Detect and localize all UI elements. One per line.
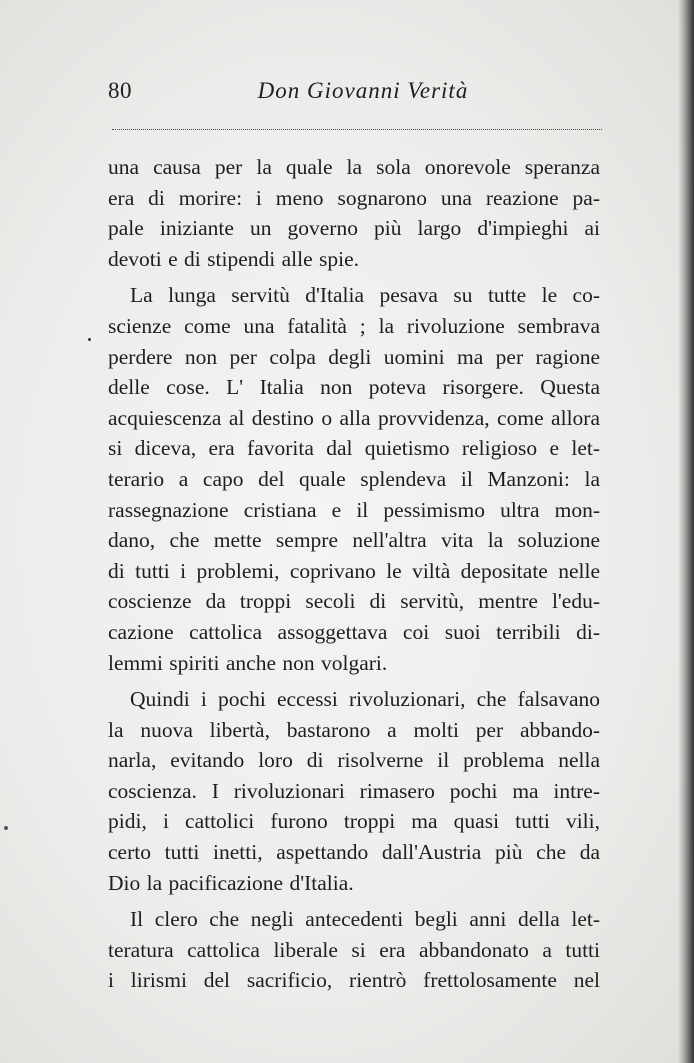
book-spine-shadow <box>678 0 694 1063</box>
text-line: i lirismi del sacrificio, rientrò frettolosamente nel <box>108 968 600 993</box>
text-line: dano, che mette sempre nell'altra vita la soluzione <box>108 528 600 553</box>
margin-speck <box>4 826 8 830</box>
text-line: perdere non per colpa degli uomini ma per ragione <box>108 344 600 369</box>
text-line: lemmi spiriti anche non volgari. <box>108 650 388 675</box>
running-title: Don Giovanni Verità <box>257 78 469 103</box>
text-line: era di morire: i meno sognarono una reazione pa- <box>108 185 600 210</box>
page-header <box>108 78 598 114</box>
text-line: una causa per la quale la sola onorevole speranza <box>108 155 600 179</box>
text-line: di tutti i problemi, coprivano le viltà depositate nelle <box>108 558 600 583</box>
text-line: pale iniziante un governo più largo d'impieghi ai <box>108 216 600 241</box>
text-line: acquiescenza al destino o alla provvidenza, come allora <box>108 405 600 430</box>
text-line: devoti e di stipendi alle spie. <box>108 246 360 271</box>
text-line: narla, evitando loro di risolverne il problema nella <box>108 748 600 773</box>
margin-dot <box>88 338 91 341</box>
text-line: cazione cattolica assoggettava coi suoi terribili di- <box>108 619 600 644</box>
text-line: Il clero che negli antecedenti begli anni della let- <box>130 907 600 932</box>
paragraph <box>108 904 600 996</box>
paragraph <box>108 684 600 898</box>
text-line: si diceva, era favorita dal quietismo religioso e let- <box>108 436 600 461</box>
text-line: scienze come una fatalità ; la rivoluzione sembrava <box>108 313 600 338</box>
text-line: certo tutti inetti, aspettando dall'Austria più che da <box>108 840 600 865</box>
paragraph <box>108 280 600 678</box>
text-line: La lunga servitù d'Italia pesava su tutte le co- <box>130 283 600 308</box>
text-line: pidi, i cattolici furono troppi ma quasi tutti vili, <box>108 809 600 834</box>
page-number: 80 <box>108 78 132 103</box>
text-line: coscienze da troppi secoli di servitù, mentre l'edu- <box>108 589 600 614</box>
text-line: Dio la pacificazione d'Italia. <box>108 870 354 895</box>
text-line: rassegnazione cristiana e il pessimismo ultra mon- <box>108 497 600 522</box>
text-line: Quindi i pochi eccessi rivoluzionari, che falsavano <box>130 687 600 712</box>
text-line: la nuova libertà, bastarono a molti per abbando- <box>108 717 600 742</box>
text-line: teratura cattolica liberale si era abbandonato a tutti <box>108 937 600 962</box>
body-text <box>108 152 600 996</box>
text-line: terario a capo del quale splendeva il Manzoni: la <box>108 466 600 491</box>
header-dotted-rule <box>112 129 602 130</box>
text-line: delle cose. L' Italia non poteva risorgere. Questa <box>108 375 600 400</box>
paragraph <box>108 152 600 274</box>
text-line: coscienza. I rivoluzionari rimasero pochi ma intre- <box>108 778 600 803</box>
